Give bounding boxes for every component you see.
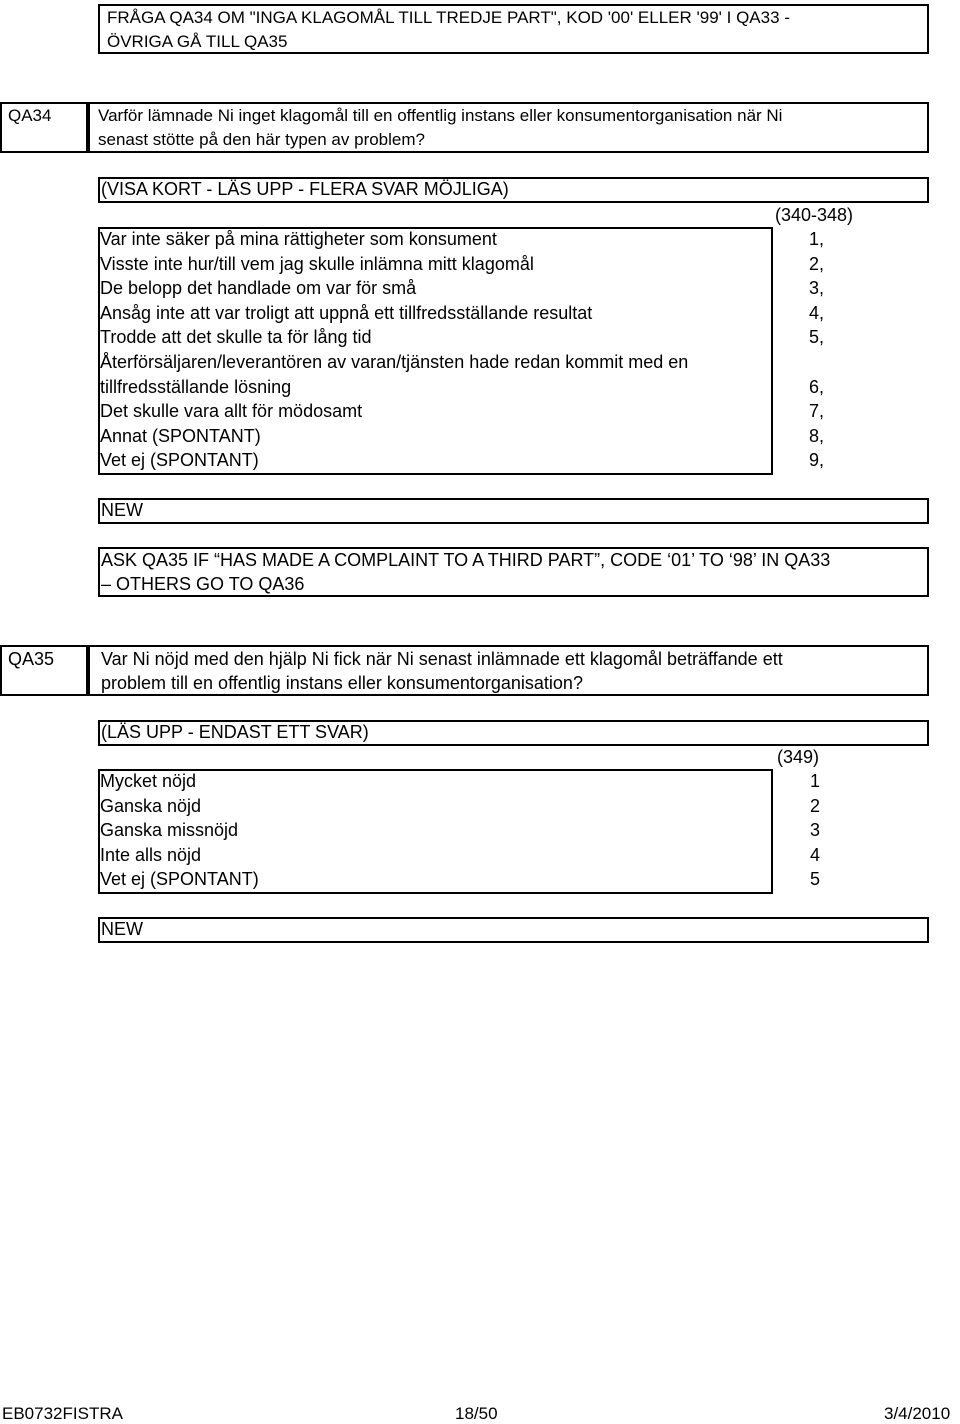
new-box-qa35 <box>98 917 929 943</box>
answer-code: 3 <box>809 820 820 841</box>
question-id-qa35: QA35 <box>8 649 55 669</box>
answer-option: De belopp det handlade om var för små <box>100 278 417 299</box>
footer-page-number: 18/50 <box>455 1404 498 1423</box>
answer-list-qa35 <box>100 769 772 892</box>
answer-code: 8, <box>808 425 824 446</box>
answer-option: Vet ej (SPONTANT) <box>100 869 259 890</box>
column-range-qa34: (340-348) <box>775 205 854 225</box>
question-text-qa35-line1: Var Ni nöjd med den hjälp Ni fick när Ni senast inlämnade ett klagomål beträffande ett <box>101 649 783 669</box>
routing-text-qa35-line2: – OTHERS GO TO QA36 <box>101 574 305 594</box>
answer-code: 4 <box>809 844 820 865</box>
question-text-qa35-line2: problem till en offentlig instans eller konsumentorganisation? <box>101 673 583 693</box>
routing-text-qa35-line1: ASK QA35 IF “HAS MADE A COMPLAINT TO A THIRD PART”, CODE ‘01’ TO ‘98’ IN QA33 <box>101 550 831 570</box>
question-text-qa34-line1: Varför lämnade Ni inget klagomål till en offentlig instans eller konsumentorganisation när Ni <box>98 106 783 125</box>
answer-codes-qa34 <box>744 227 824 473</box>
footer-date: 3/4/2010 <box>884 1404 951 1423</box>
answer-option: Ansåg inte att var troligt att uppnå ett tillfredsställande resultat <box>100 302 593 323</box>
new-label-qa35: NEW <box>101 919 143 939</box>
instruction-qa35: (LÄS UPP - ENDAST ETT SVAR) <box>101 722 369 742</box>
answer-list-qa34 <box>100 227 772 473</box>
answer-option: Återförsäljaren/leverantören av varan/tjänsten hade redan kommit med en <box>100 351 689 372</box>
answer-code: 4, <box>808 302 824 323</box>
answer-code: 9, <box>808 450 824 471</box>
new-box-qa34 <box>98 498 929 524</box>
answer-option: Mycket nöjd <box>100 771 197 791</box>
answer-option: Trodde att det skulle ta för lång tid <box>100 327 372 348</box>
answer-code: 2, <box>808 253 824 274</box>
routing-text-qa34-line2: ÖVRIGA GÅ TILL QA35 <box>107 32 288 51</box>
answer-codes-qa35 <box>740 769 820 892</box>
answer-option: Visste inte hur/till vem jag skulle inlämna mitt klagomål <box>100 253 534 274</box>
answer-option: Ganska nöjd <box>100 795 202 816</box>
answer-code: 3, <box>808 278 824 299</box>
answer-code: 5, <box>808 327 824 348</box>
answer-code: 1, <box>808 229 824 249</box>
answer-option: Annat (SPONTANT) <box>100 425 261 446</box>
question-id-qa34: QA34 <box>8 106 52 125</box>
answer-code: 1 <box>809 771 820 791</box>
answer-option: Det skulle vara allt för mödosamt <box>100 401 363 422</box>
answer-option: Var inte säker på mina rättigheter som konsument <box>100 229 497 249</box>
routing-text-qa34-line1: FRÅGA QA34 OM "INGA KLAGOMÅL TILL TREDJE PART", KOD '00' ELLER '99' I QA33 - <box>107 8 790 27</box>
answer-option: Ganska missnöjd <box>100 820 239 841</box>
answer-code: 7, <box>808 401 824 422</box>
column-range-qa35: (349) <box>777 747 820 767</box>
question-text-qa34-line2: senast stötte på den här typen av problem? <box>98 130 425 149</box>
answer-option-cont: tillfredsställande lösning <box>100 376 292 397</box>
answer-code: 2 <box>809 795 820 816</box>
answer-option: Inte alls nöjd <box>100 844 202 865</box>
new-label-qa34: NEW <box>101 500 143 520</box>
answer-code: 5 <box>809 869 820 890</box>
answer-code: 6, <box>808 376 824 397</box>
instruction-qa34: (VISA KORT - LÄS UPP - FLERA SVAR MÖJLIGA) <box>101 179 509 199</box>
footer-doc-id: EB0732FISTRA <box>2 1404 123 1423</box>
answer-option: Vet ej (SPONTANT) <box>100 450 259 471</box>
